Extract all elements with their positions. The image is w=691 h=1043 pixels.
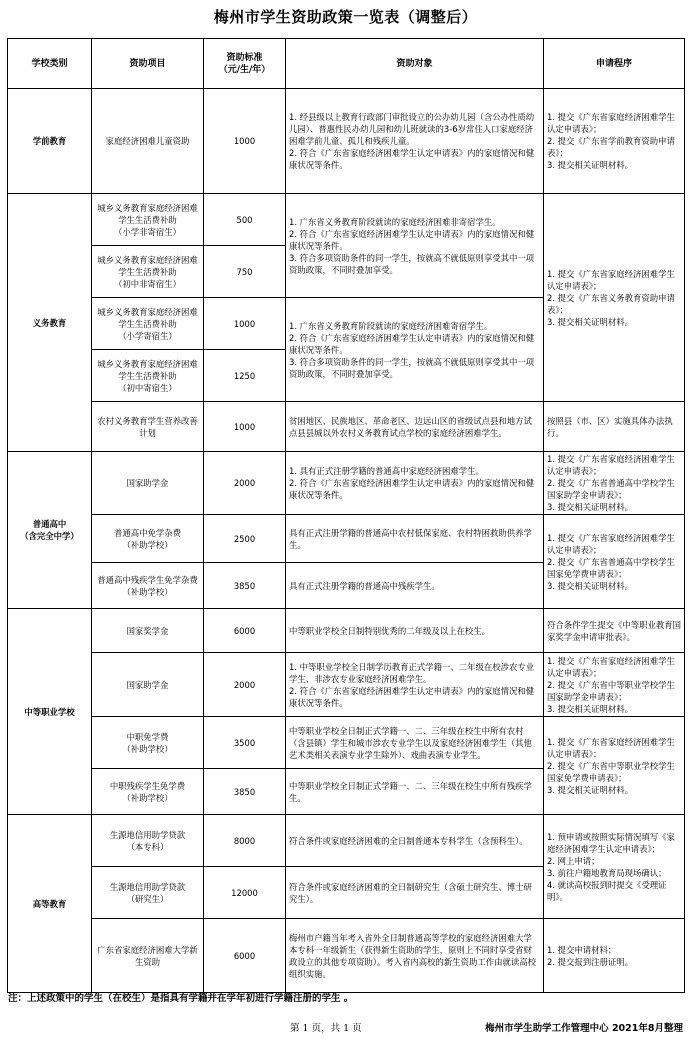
item-cell: 国家助学金 bbox=[92, 653, 204, 717]
target-cell: 1. 广东省义务教育阶段就读的家庭经济困难非寄宿学生。 2. 符合《广东省家庭经济困难学生认定申请表》内的家庭情况和健康状况等条件。 3. 符合多项资助条件的同一学生，按就高不就低原则享受其中一项资助政策，不同时叠加享受。 bbox=[286, 194, 544, 298]
target-cell: 具有正式注册学籍的普通高中农村低保家庭、农村特困救助供养学生。 bbox=[286, 515, 544, 563]
target-cell: 1. 经县级以上教育行政部门审批设立的公办幼儿园（含公办性质幼儿园）、普惠性民办幼儿园和幼儿班就读的3-6岁常住人口家庭经济困难学前儿童、孤儿和残疾儿童。 2. 符合《广东省家庭经济困难学生认定申请表》内的家庭情况和健康状况等条件。 bbox=[286, 89, 544, 194]
item-cell: 普通高中残疾学生免学杂费 （补助学校） bbox=[92, 563, 204, 609]
procedure-cell: 按照县（市、区）实施具体办法执行。 bbox=[544, 402, 685, 452]
header-procedure: 申请程序 bbox=[544, 39, 685, 89]
item-cell: 城乡义务教育家庭经济困难学生生活费补助 （初中非寄宿生） bbox=[92, 246, 204, 298]
procedure-cell: 1. 提交《广东省家庭经济困难学生认定申请表》； 2. 提交《广东省义务教育资助申请表》； 3. 提交相关证明材料。 bbox=[544, 194, 685, 402]
header-category: 学校类别 bbox=[8, 39, 92, 89]
standard-cell: 12000 bbox=[204, 867, 286, 919]
item-cell: 国家助学金 bbox=[92, 452, 204, 515]
standard-cell: 500 bbox=[204, 194, 286, 246]
item-cell: 中职免学费 （补助学校） bbox=[92, 717, 204, 769]
standard-cell: 6000 bbox=[204, 919, 286, 993]
standard-cell: 3850 bbox=[204, 769, 286, 815]
table-row bbox=[8, 515, 685, 563]
table-row bbox=[8, 919, 685, 993]
table-row bbox=[8, 815, 685, 867]
target-cell: 贫困地区、民族地区、革命老区、边远山区的省级试点县和地方试点县县城以外农村义务教育试点学校的家庭经济困难学生。 bbox=[286, 402, 544, 452]
header-item: 资助项目 bbox=[92, 39, 204, 89]
procedure-cell: 1. 预申请或按照实际情况填写《家庭经济困难学生认定申请表》； 2. 网上申请； 3. 前往户籍地教育局现场确认； 4. 就读高校报到时提交《受理证明》。 bbox=[544, 815, 685, 919]
category-cell: 义务教育 bbox=[8, 194, 92, 452]
item-cell: 家庭经济困难儿童资助 bbox=[92, 89, 204, 194]
item-cell: 城乡义务教育家庭经济困难学生生活费补助 （初中寄宿生） bbox=[92, 350, 204, 402]
standard-cell: 1000 bbox=[204, 402, 286, 452]
target-cell: 符合条件或家庭经济困难的全日制普通本专科学生（含预科生）。 bbox=[286, 815, 544, 867]
footnote: 注：上述政策中的学生（在校生）是指具有学籍并在学年初进行学籍注册的学生 。 bbox=[8, 993, 354, 1004]
procedure-cell: 1. 提交《广东省家庭经济困难学生认定申请表》； 2. 提交《广东省中等职业学校学生国家助学金申请表》； 3. 提交相关证明材料。 bbox=[544, 653, 685, 717]
page-title: 梅州市学生资助政策一览表（调整后） bbox=[213, 8, 478, 26]
standard-cell: 2000 bbox=[204, 653, 286, 717]
category-cell: 高等教育 bbox=[8, 815, 92, 993]
standard-cell: 6000 bbox=[204, 609, 286, 653]
target-cell: 中等职业学校全日制特别优秀的二年级及以上在校生。 bbox=[286, 609, 544, 653]
category-cell: 学前教育 bbox=[8, 89, 92, 194]
item-cell: 生源地信用助学贷款 （本专科） bbox=[92, 815, 204, 867]
procedure-cell: 符合条件学生提交《中等职业教育国家奖学金申请审批表》。 bbox=[544, 609, 685, 653]
category-cell: 普通高中 （含完全中学） bbox=[8, 452, 92, 609]
standard-cell: 3850 bbox=[204, 563, 286, 609]
item-cell: 农村义务教育学生营养改善计划 bbox=[92, 402, 204, 452]
header-target: 资助对象 bbox=[286, 39, 544, 89]
standard-cell: 2500 bbox=[204, 515, 286, 563]
page-number: 第 1 页，共 1 页 bbox=[290, 1023, 362, 1034]
target-cell: 中等职业学校全日制正式学籍一、二、三年级在校生中所有残疾学生。 bbox=[286, 769, 544, 815]
item-cell: 普通高中免学杂费 （补助学校） bbox=[92, 515, 204, 563]
category-cell: 中等职业学校 bbox=[8, 609, 92, 815]
standard-cell: 1250 bbox=[204, 350, 286, 402]
table-row bbox=[8, 402, 685, 452]
procedure-cell: 1. 提交申请材料； 2. 提交报到注册证明。 bbox=[544, 919, 685, 993]
procedure-cell: 1. 提交《广东省家庭经济困难学生认定申请表》； 2. 提交《广东省普通高中学校学生国家免学费申请表》； 3. 提交相关证明材料。 bbox=[544, 515, 685, 609]
standard-cell: 1000 bbox=[204, 298, 286, 350]
policy-table bbox=[7, 38, 685, 993]
target-cell: 1. 具有正式注册学籍的普通高中家庭经济困难学生。 2. 符合《广东省家庭经济困难学生认定申请表》内的家庭情况和健康状况等条件。 bbox=[286, 452, 544, 515]
table-row bbox=[8, 452, 685, 515]
item-cell: 生源地信用助学贷款 （研究生） bbox=[92, 867, 204, 919]
issuer: 梅州市学生助学工作管理中心 2021年8月整理 bbox=[485, 1023, 683, 1034]
table-row bbox=[8, 609, 685, 653]
target-cell: 1. 中等职业学校全日制学历教育正式学籍一、二年级在校涉农专业学生、非涉农专业家庭经济困难学生。 2. 符合《广东省家庭经济困难学生认定申请表》内的家庭情况和健康状况等条件。 bbox=[286, 653, 544, 717]
procedure-cell: 1. 提交《广东省家庭经济困难学生认定申请表》； 2. 提交《广东省普通高中学校学生国家助学金申请表》； 3. 提交相关证明材料。 bbox=[544, 452, 685, 515]
standard-cell: 750 bbox=[204, 246, 286, 298]
table-row bbox=[8, 653, 685, 717]
table-row bbox=[8, 717, 685, 769]
standard-cell: 2000 bbox=[204, 452, 286, 515]
item-cell: 城乡义务教育家庭经济困难学生生活费补助 （小学寄宿生） bbox=[92, 298, 204, 350]
standard-cell: 8000 bbox=[204, 815, 286, 867]
target-cell: 1. 广东省义务教育阶段就读的家庭经济困难寄宿学生。 2. 符合《广东省家庭经济困难学生认定申请表》内的家庭情况和健康状况等条件。 3. 符合多项资助条件的同一学生，按就高不就低原则享受其中一项资助政策，不同时叠加享受。 bbox=[286, 298, 544, 402]
target-cell: 符合条件或家庭经济困难的全日制研究生（含硕士研究生、博士研究生）。 bbox=[286, 867, 544, 919]
header-standard: 资助标准 （元/生/年） bbox=[204, 39, 286, 89]
table-row bbox=[8, 89, 685, 194]
target-cell: 梅州市户籍当年考入省外全日制普通高等学校的家庭经济困难大学本专科一年级新生（获得新生资助的学生，原则上不同时享受省财政设立的其他专项资助）。考入省内高校的新生资助工作由就读高校组织实施。 bbox=[286, 919, 544, 993]
procedure-cell: 1. 提交《广东省家庭经济困难学生认定申请表》； 2. 提交《广东省中等职业学校学生国家免学费申请表》； 3. 提交相关证明材料。 bbox=[544, 717, 685, 815]
target-cell: 中等职业学校全日制正式学籍一、二、三年级在校生中所有农村（含县镇）学生和城市涉农专业学生以及家庭经济困难学生（其他艺术类相关表演专业学生除外）、戏曲表演专业学生。 bbox=[286, 717, 544, 769]
standard-cell: 3500 bbox=[204, 717, 286, 769]
item-cell: 广东省家庭经济困难大学新生资助 bbox=[92, 919, 204, 993]
item-cell: 城乡义务教育家庭经济困难学生生活费补助 （小学非寄宿生） bbox=[92, 194, 204, 246]
standard-cell: 1000 bbox=[204, 89, 286, 194]
target-cell: 具有正式注册学籍的普通高中残疾学生。 bbox=[286, 563, 544, 609]
item-cell: 国家奖学金 bbox=[92, 609, 204, 653]
item-cell: 中职残疾学生免学费 （补助学校） bbox=[92, 769, 204, 815]
table-row bbox=[8, 194, 685, 246]
table-header-row bbox=[8, 39, 685, 89]
procedure-cell: 1. 提交《广东省家庭经济困难学生认定申请表》； 2. 提交《广东省学前教育资助申请表》； 3. 提交相关证明材料。 bbox=[544, 89, 685, 194]
